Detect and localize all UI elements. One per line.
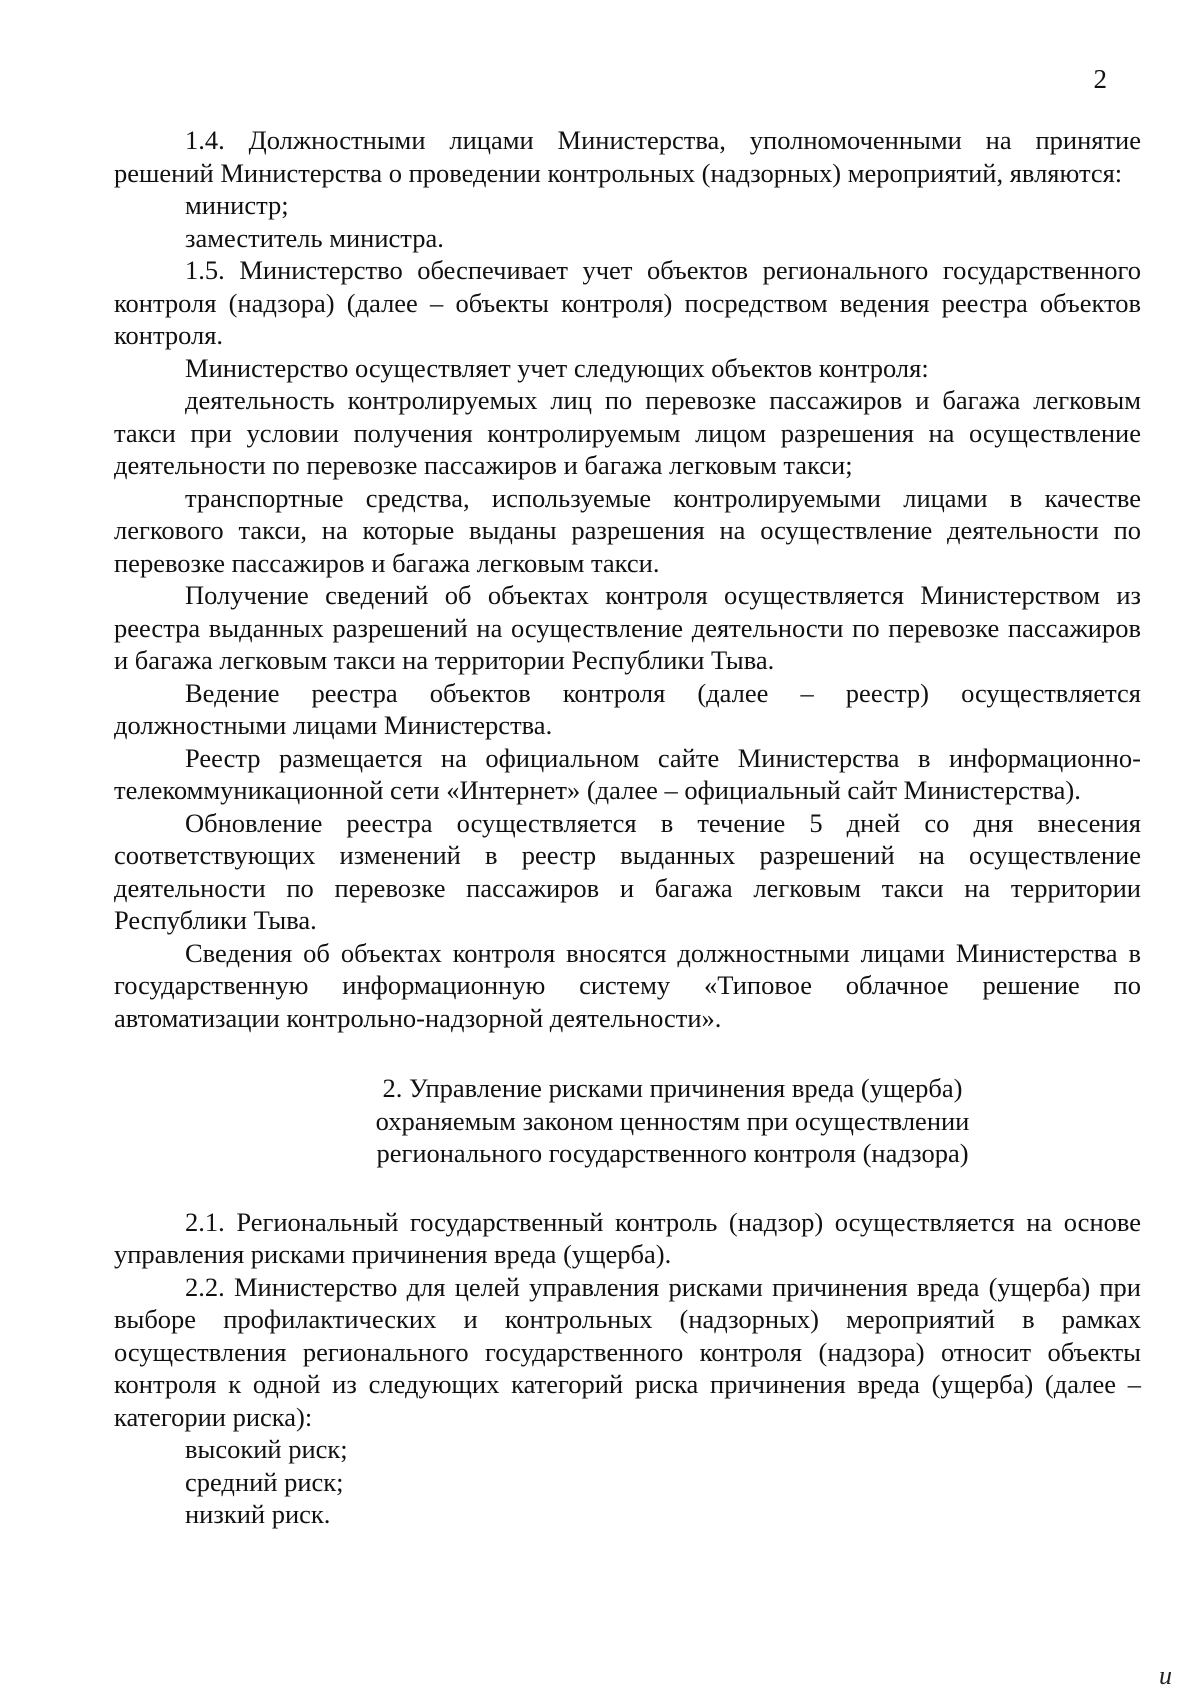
- heading-line: регионального государственного контроля (надзора): [376, 1138, 969, 1168]
- heading-line: 2. Управление рисками причинения вреда (ущерба): [382, 1073, 963, 1103]
- list-item: низкий риск.: [185, 1499, 331, 1529]
- page-number: 2: [1093, 64, 1107, 94]
- section-2: [114, 1206, 1141, 1531]
- list-item: средний риск;: [185, 1466, 344, 1497]
- paragraph: 1.4. Должностными лицами Министерства, уполномоченными на принятие решений Министерства о проведении контрольных (надзорных) мероприятий, являются:: [114, 125, 1141, 188]
- list-item: министр;: [185, 190, 289, 220]
- list-item: заместитель министра.: [185, 222, 444, 253]
- handwritten-mark: и: [1159, 1661, 1172, 1690]
- list-item: высокий риск;: [185, 1434, 348, 1464]
- paragraph: Обновление реестра осуществляется в течение 5 дней со дня внесения соответствующих изменений в реестр выданных разрешений на осуществление деятельности по перевозке пассажиров и багажа легковым такси на территории Республики Тыва.: [114, 807, 1141, 935]
- section-1: [114, 124, 1141, 1034]
- document-body: [114, 124, 1141, 1531]
- paragraph: Реестр размещается на официальном сайте Министерства в информационно-телекоммуникационной сети «Интернет» (далее – официальный сайт Министерства).: [114, 742, 1141, 805]
- section-2-heading: [114, 1072, 1141, 1170]
- paragraph: Ведение реестра объектов контроля (далее – реестр) осуществляется должностными лицами Министерства.: [114, 677, 1141, 740]
- paragraph: транспортные средства, используемые контролируемыми лицами в качестве легкового такси, на которые выданы разрешения на осуществление деятельности по перевозке пассажиров и багажа легковым такси.: [114, 482, 1141, 578]
- paragraph: 2.2. Министерство для целей управления рисками причинения вреда (ущерба) при выборе профилактических и контрольных (надзорных) мероприятий в рамках осуществления регионального государственного контроля (надзора) относит объекты контроля к одной из следующих категорий риска причинения вреда (ущерба) (далее – категории риска):: [114, 1271, 1141, 1432]
- paragraph: деятельность контролируемых лиц по перевозке пассажиров и багажа легковым такси при условии получения контролируемым лицом разрешения на осуществление деятельности по перевозке пассажиров и багажа легковым такси;: [114, 385, 1141, 480]
- paragraph: 2.1. Региональный государственный контроль (надзор) осуществляется на основе управления рисками причинения вреда (ущерба).: [114, 1206, 1141, 1269]
- paragraph: Министерство осуществляет учет следующих объектов контроля:: [185, 352, 929, 383]
- paragraph: 1.5. Министерство обеспечивает учет объектов регионального государственного контроля (надзора) (далее – объекты контроля) посредством ведения реестра объектов контроля.: [114, 255, 1141, 350]
- paragraph: Сведения об объектах контроля вносятся должностными лицами Министерства в государственную информационную систему «Типовое облачное решение по автоматизации контрольно-надзорной деятельности».: [114, 937, 1141, 1033]
- heading-line: охраняемым законом ценностям при осуществлении: [375, 1105, 970, 1136]
- paragraph: Получение сведений об объектах контроля осуществляется Министерством из реестра выданных разрешений на осуществление деятельности по перевозке пассажиров и багажа легковым такси на территории Республики Тыва.: [114, 580, 1141, 675]
